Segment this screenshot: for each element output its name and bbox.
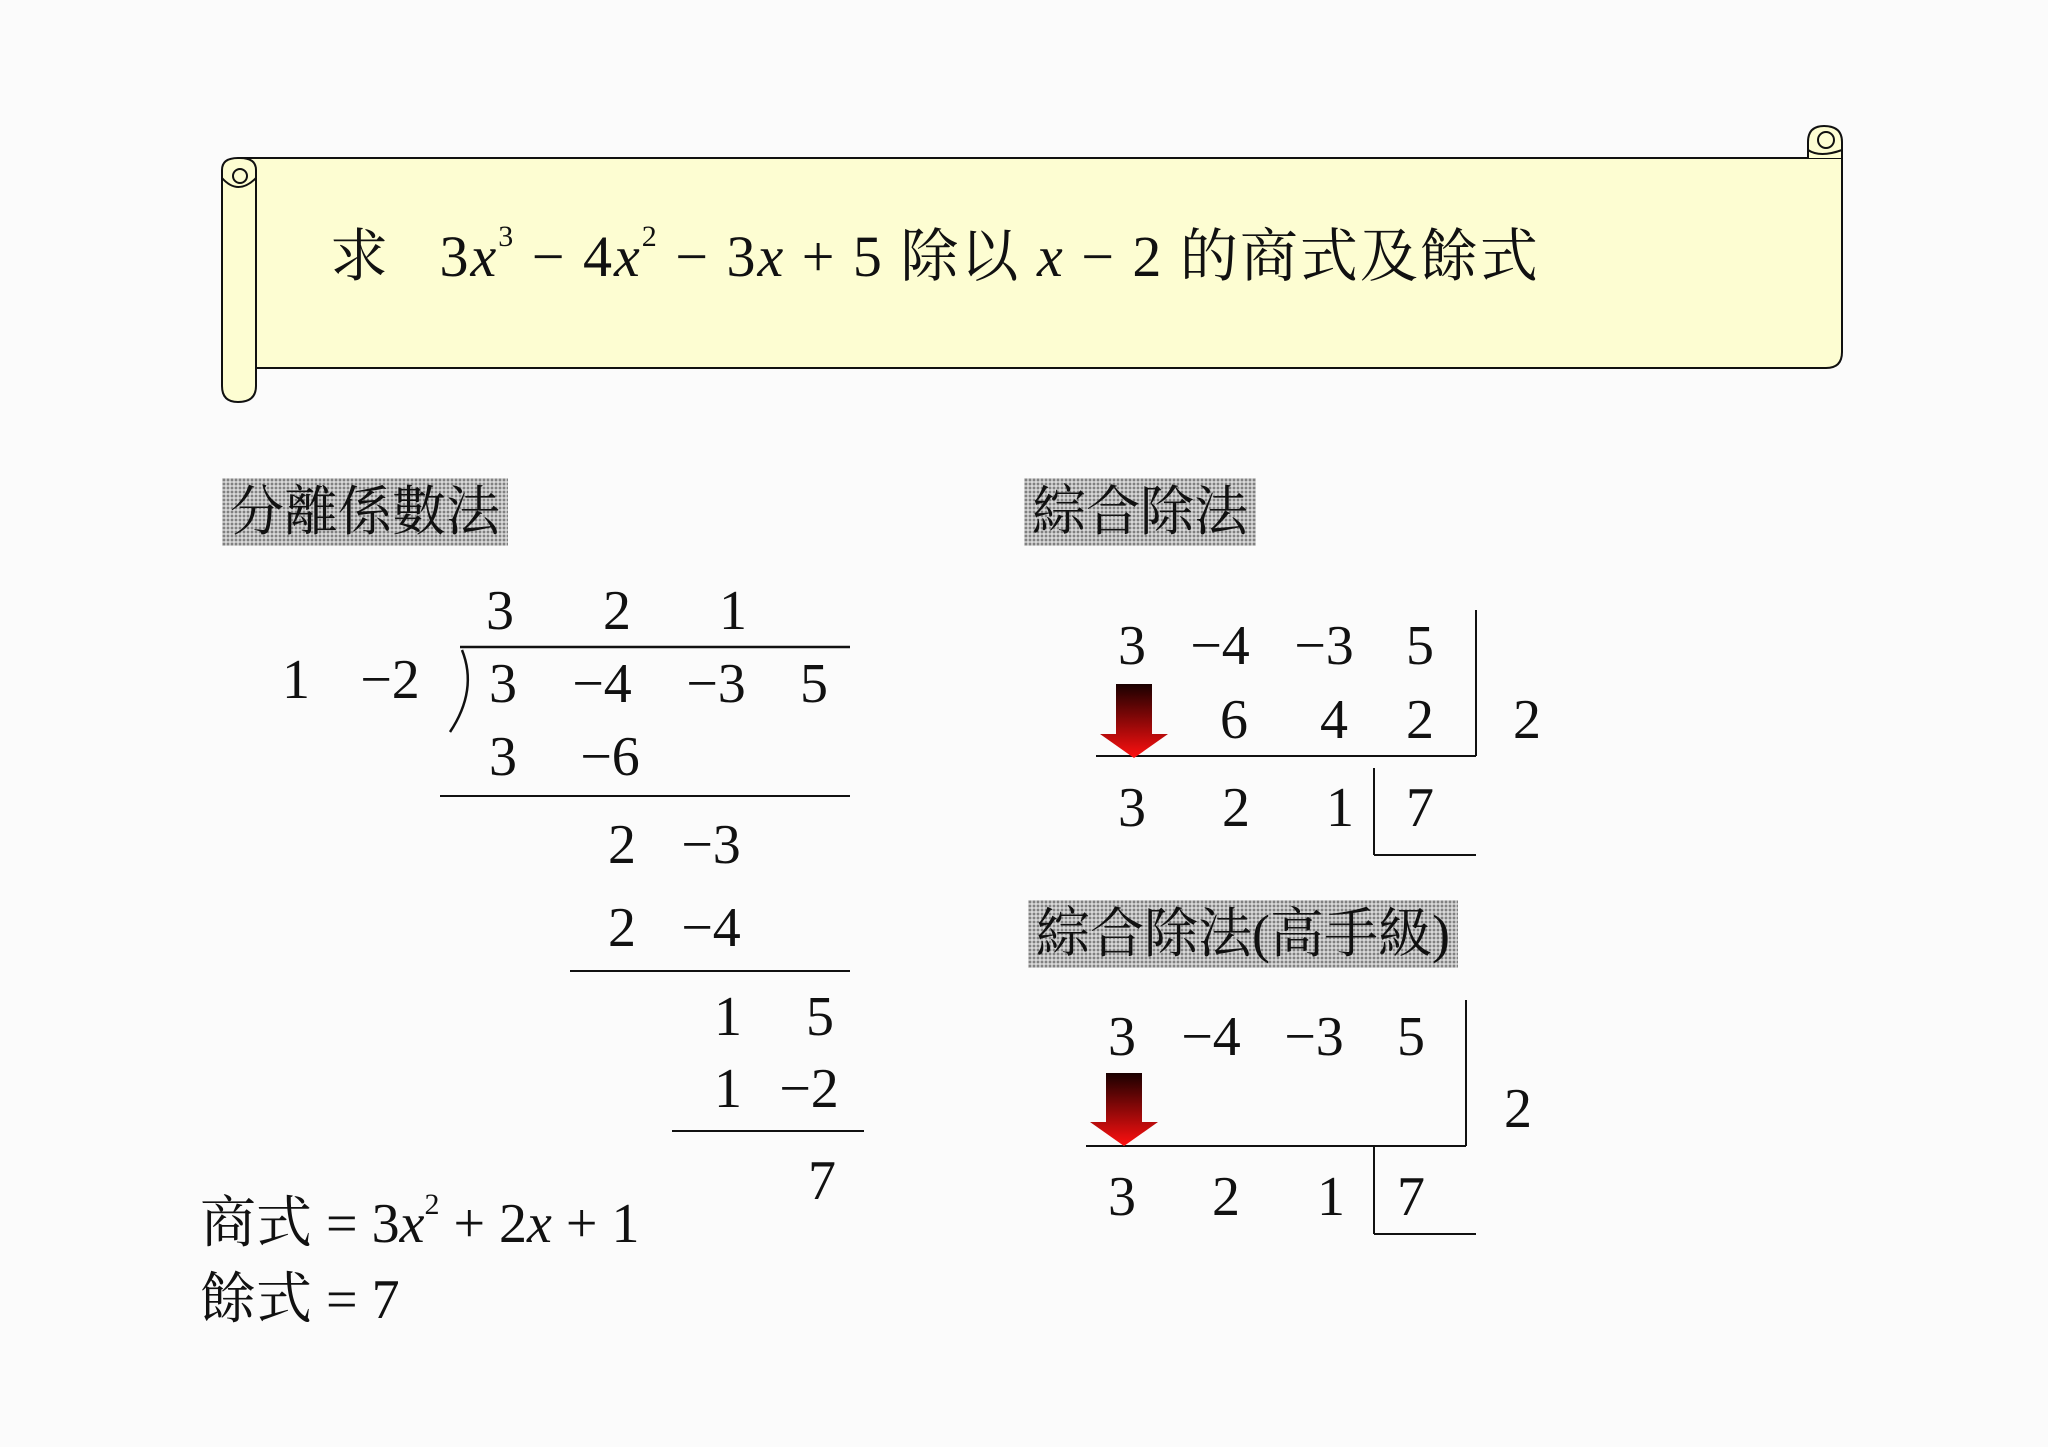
ld-remainder: 7	[808, 1150, 836, 1212]
eq-sign: =	[312, 1193, 372, 1255]
dividend-op1: − 4	[515, 224, 614, 289]
ld-step: −3	[681, 814, 741, 876]
dividend-c1: 3	[439, 224, 471, 289]
result-quotient	[200, 1186, 640, 1262]
syn-result: 3	[1118, 777, 1146, 839]
ld-quotient: 3	[486, 580, 514, 642]
ld-dividend: 5	[800, 653, 828, 715]
label-long-division: 分離係數法	[222, 478, 508, 546]
syna-row1: 3	[1108, 1006, 1136, 1068]
q-x1: x	[399, 1193, 425, 1255]
dividend-exp2: 2	[641, 220, 659, 253]
ld-divisor: −2	[360, 649, 420, 711]
ld-quotient: 2	[603, 580, 631, 642]
label-synthetic-advanced: 綜合除法(高手級)	[1028, 900, 1458, 968]
remainder-label: 餘式	[200, 1269, 312, 1331]
ld-step: 2	[608, 814, 636, 876]
ld-step: −4	[681, 897, 741, 959]
syna-row1: 5	[1397, 1006, 1425, 1068]
eq-sign: =	[312, 1269, 372, 1331]
q-x2: x	[527, 1193, 552, 1255]
q-op1: + 2	[439, 1193, 528, 1255]
syna-result: 1	[1317, 1166, 1345, 1228]
quotient-label: 商式	[200, 1193, 312, 1255]
remainder-value: 7	[371, 1269, 400, 1331]
ld-step: 1	[714, 986, 742, 1048]
divisor-x: x	[1036, 224, 1065, 289]
syn-result: 1	[1326, 777, 1354, 839]
syna-row1: −3	[1284, 1006, 1344, 1068]
dividend-op2: − 3	[658, 224, 758, 289]
label-synthetic: 綜合除法	[1024, 478, 1256, 546]
syna-arrow	[1090, 1073, 1158, 1146]
syn-arrow	[1100, 684, 1168, 758]
ld-bracket	[450, 650, 468, 732]
syn-row2: 2	[1406, 689, 1434, 751]
prefix: 求	[330, 224, 391, 289]
ld-dividend: −4	[572, 653, 632, 715]
ld-step: 3	[489, 726, 517, 788]
ld-step: 5	[806, 986, 834, 1048]
syna-result: 3	[1108, 1166, 1136, 1228]
syn-row1: −3	[1294, 615, 1354, 677]
syna-remainder: 7	[1397, 1166, 1425, 1228]
dividend-x3: x	[757, 224, 786, 289]
ld-step: 2	[608, 897, 636, 959]
ld-step: 1	[714, 1058, 742, 1120]
ld-divisor: 1	[282, 649, 310, 711]
syn-row1: −4	[1190, 615, 1250, 677]
divisor-rest: − 2	[1064, 224, 1164, 289]
syna-divisor: 2	[1504, 1078, 1532, 1140]
syna-result: 2	[1212, 1166, 1240, 1228]
q-c1: 3	[371, 1193, 400, 1255]
q-exp: 2	[424, 1188, 440, 1221]
syna-row1: −4	[1181, 1006, 1241, 1068]
syn-row2: 4	[1320, 689, 1348, 751]
syn-divisor: 2	[1513, 689, 1541, 751]
result-remainder	[200, 1262, 400, 1338]
dividend-op3: + 5	[785, 224, 884, 289]
syn-row1: 5	[1406, 615, 1434, 677]
dividend-x2: x	[613, 224, 642, 289]
dividend-x1: x	[470, 224, 499, 289]
syn-remainder: 7	[1406, 777, 1434, 839]
middle-text: 除以	[900, 224, 1021, 289]
ld-dividend: −3	[686, 653, 746, 715]
ld-step: −2	[779, 1058, 839, 1120]
ld-step: −6	[580, 726, 640, 788]
syn-row1: 3	[1118, 615, 1146, 677]
dividend-exp1: 3	[498, 220, 516, 253]
syn-row2: 6	[1220, 689, 1248, 751]
ld-dividend: 3	[489, 653, 517, 715]
ld-quotient: 1	[719, 580, 747, 642]
q-op2: + 1	[551, 1193, 640, 1255]
syn-result: 2	[1222, 777, 1250, 839]
suffix-text: 的商式及餘式	[1179, 224, 1540, 289]
